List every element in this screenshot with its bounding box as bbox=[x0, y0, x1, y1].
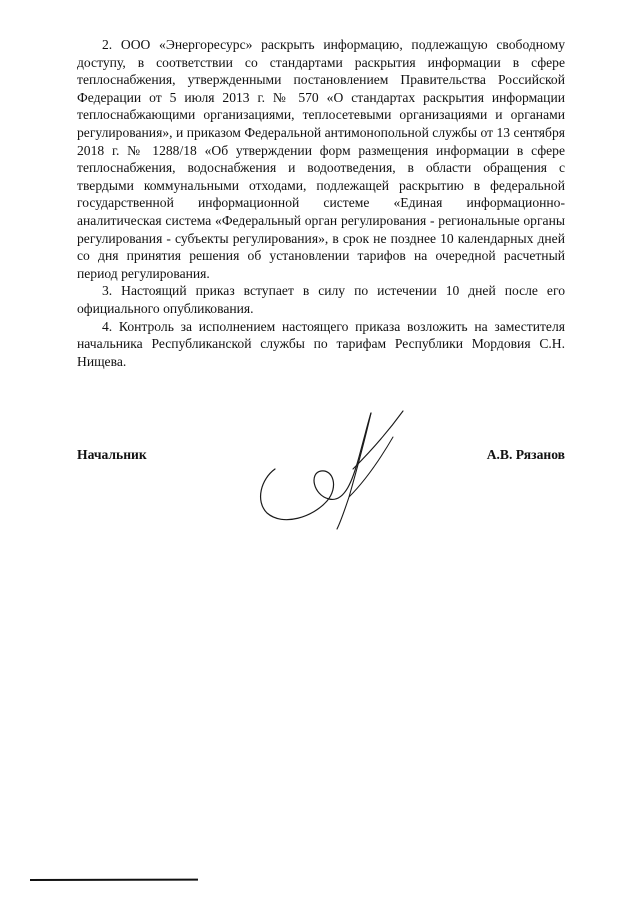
paragraph-3: 3. Настоящий приказ вступает в силу по истечении 10 дней после его официального опубликования. bbox=[77, 283, 565, 316]
paragraph-2: 2. ООО «Энергоресурс» раскрыть информацию, подлежащую свободному доступу, в соответствии со стандартами раскрытия информации в сфере теплоснабжения, утвержденными постановлением Правительства Российской Федерации от 5 июля 2013 г. № 570 «О стандартах раскрытия информации теплоснабжающими организациями, теплосетевыми организациями и органами регулирования», и приказом Федеральной антимонопольной службы от 13 сентября 2018 г. № 1288/18 «Об утверждении форм размещения информации в сфере теплоснабжения, водоснабжения и водоотведения, в области обращения с твердыми коммунальными отходами, подлежащей раскрытию в федеральной государственной информационной системе «Единая информационно-аналитическая система «Федеральный орган регулирования - региональные органы регулирования - субъекты регулирования», в срок не позднее 10 календарных дней со дня принятия решения об установлении тарифов на очередной расчетный период регулирования. bbox=[77, 37, 565, 281]
handwritten-signature bbox=[253, 409, 413, 534]
signatory-name: А.В. Рязанов bbox=[486, 447, 565, 462]
signatory-title: Начальник bbox=[77, 447, 147, 462]
paragraph-4: 4. Контроль за исполнением настоящего приказа возложить на заместителя начальника Республиканской службы по тарифам Республики Мордовия С.Н. Нищева. bbox=[77, 318, 565, 369]
document-body bbox=[77, 36, 565, 370]
signature-block bbox=[77, 440, 565, 560]
footer-line bbox=[30, 878, 198, 882]
